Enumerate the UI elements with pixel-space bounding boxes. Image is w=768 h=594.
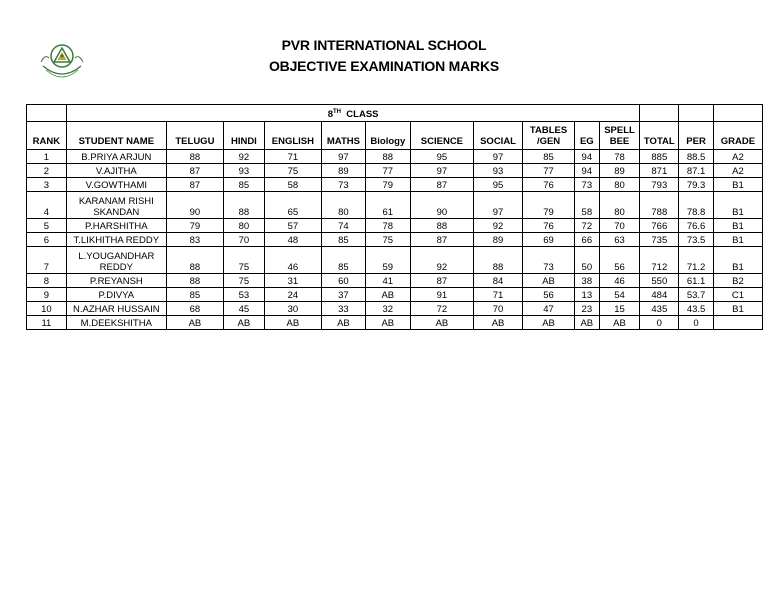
table-cell: 435: [640, 302, 679, 316]
table-cell: 0: [640, 316, 679, 330]
table-cell: 885: [640, 150, 679, 164]
table-cell: 80: [223, 219, 264, 233]
table-cell: 712: [640, 247, 679, 274]
table-cell: 97: [410, 164, 473, 178]
table-cell: 78: [365, 219, 410, 233]
table-cell: 85: [321, 247, 365, 274]
table-cell: B1: [713, 247, 762, 274]
column-header: HINDI: [223, 122, 264, 150]
table-cell: AB: [365, 316, 410, 330]
table-cell: 75: [365, 233, 410, 247]
table-cell: AB: [321, 316, 365, 330]
table-cell: 46: [599, 274, 640, 288]
table-cell: 13: [575, 288, 599, 302]
table-row: [27, 274, 763, 288]
student-name-cell: P.DIVYA: [66, 288, 166, 302]
table-cell: 30: [264, 302, 321, 316]
table-cell: AB: [523, 274, 575, 288]
table-cell: 788: [640, 192, 679, 219]
column-header: SPELL BEE: [599, 122, 640, 150]
table-cell: A2: [713, 150, 762, 164]
student-name-cell: N.AZHAR HUSSAIN: [66, 302, 166, 316]
table-cell: 76: [523, 178, 575, 192]
table-cell: 61: [365, 192, 410, 219]
table-cell: 735: [640, 233, 679, 247]
table-row: [27, 164, 763, 178]
table-cell: 58: [575, 192, 599, 219]
table-cell: 88: [410, 219, 473, 233]
marks-table: [26, 104, 763, 330]
column-header: PER: [679, 122, 714, 150]
table-cell: 50: [575, 247, 599, 274]
table-cell: 15: [599, 302, 640, 316]
column-header: RANK: [27, 122, 67, 150]
table-cell: 84: [474, 274, 523, 288]
class-label: 8TH CLASS: [66, 105, 640, 122]
table-cell: 61.1: [679, 274, 714, 288]
table-cell: 9: [27, 288, 67, 302]
table-cell: AB: [365, 288, 410, 302]
table-cell: 97: [474, 192, 523, 219]
table-cell: 94: [575, 164, 599, 178]
table-cell: 88: [474, 247, 523, 274]
table-cell: 77: [365, 164, 410, 178]
table-cell: 87.1: [679, 164, 714, 178]
table-cell: AB: [166, 316, 223, 330]
table-cell: 95: [474, 178, 523, 192]
table-cell: 48: [264, 233, 321, 247]
table-cell: 74: [321, 219, 365, 233]
table-cell: AB: [575, 316, 599, 330]
table-cell: 92: [410, 247, 473, 274]
table-cell: 65: [264, 192, 321, 219]
table-cell: 94: [575, 150, 599, 164]
table-cell: 53: [223, 288, 264, 302]
student-name-cell: T.LIKHITHA REDDY: [66, 233, 166, 247]
table-cell: 70: [474, 302, 523, 316]
table-cell: AB: [474, 316, 523, 330]
table-cell: 24: [264, 288, 321, 302]
table-cell: 57: [264, 219, 321, 233]
table-cell: 31: [264, 274, 321, 288]
table-cell: 69: [523, 233, 575, 247]
column-header: GRADE: [713, 122, 762, 150]
table-cell: 73: [321, 178, 365, 192]
table-row: [27, 302, 763, 316]
table-cell: 78: [599, 150, 640, 164]
table-cell: 75: [223, 247, 264, 274]
table-cell: 91: [410, 288, 473, 302]
table-cell: 766: [640, 219, 679, 233]
column-header: SOCIAL: [474, 122, 523, 150]
student-name-cell: M.DEEKSHITHA: [66, 316, 166, 330]
table-cell: 88: [166, 150, 223, 164]
table-cell: 88: [166, 247, 223, 274]
table-cell: 89: [321, 164, 365, 178]
student-name-cell: B.PRIYA ARJUN: [66, 150, 166, 164]
student-name-cell: KARANAM RISHI SKANDAN: [66, 192, 166, 219]
table-cell: 33: [321, 302, 365, 316]
table-cell: 68: [166, 302, 223, 316]
document-header: [0, 35, 768, 77]
table-row: [27, 150, 763, 164]
table-cell: 85: [321, 233, 365, 247]
table-cell: 80: [599, 178, 640, 192]
table-cell: 73: [575, 178, 599, 192]
table-cell: B1: [713, 302, 762, 316]
table-cell: 23: [575, 302, 599, 316]
column-header: ENGLISH: [264, 122, 321, 150]
table-cell: 87: [166, 164, 223, 178]
table-cell: 484: [640, 288, 679, 302]
table-cell: AB: [599, 316, 640, 330]
table-cell: 793: [640, 178, 679, 192]
table-cell: 37: [321, 288, 365, 302]
table-cell: 80: [599, 192, 640, 219]
column-header: STUDENT NAME: [66, 122, 166, 150]
table-cell: 6: [27, 233, 67, 247]
table-cell: 71.2: [679, 247, 714, 274]
table-cell: 93: [474, 164, 523, 178]
table-cell: 75: [264, 164, 321, 178]
table-cell: 871: [640, 164, 679, 178]
table-cell: 45: [223, 302, 264, 316]
table-cell: 7: [27, 247, 67, 274]
school-name: PVR INTERNATIONAL SCHOOL: [281, 37, 487, 53]
table-cell: 63: [599, 233, 640, 247]
table-cell: 73.5: [679, 233, 714, 247]
table-cell: 76.6: [679, 219, 714, 233]
table-cell: AB: [410, 316, 473, 330]
table-cell: 11: [27, 316, 67, 330]
table-row: [27, 178, 763, 192]
table-cell: B2: [713, 274, 762, 288]
table-cell: 70: [223, 233, 264, 247]
column-header: EG: [575, 122, 599, 150]
table-cell: 85: [223, 178, 264, 192]
table-cell: 550: [640, 274, 679, 288]
student-name-cell: V.GOWTHAMI: [66, 178, 166, 192]
table-cell: 92: [474, 219, 523, 233]
table-cell: 78.8: [679, 192, 714, 219]
table-row: [27, 233, 763, 247]
table-cell: 95: [410, 150, 473, 164]
table-cell: 90: [166, 192, 223, 219]
table-cell: 8: [27, 274, 67, 288]
student-name-cell: P.HARSHITHA: [66, 219, 166, 233]
table-cell: 3: [27, 178, 67, 192]
student-name-cell: P.REYANSH: [66, 274, 166, 288]
table-cell: 41: [365, 274, 410, 288]
table-cell: 87: [410, 178, 473, 192]
table-cell: 97: [321, 150, 365, 164]
table-cell: 4: [27, 192, 67, 219]
document-subtitle: OBJECTIVE EXAMINATION MARKS: [268, 58, 500, 74]
table-cell: 97: [474, 150, 523, 164]
column-header: SCIENCE: [410, 122, 473, 150]
table-cell: B1: [713, 178, 762, 192]
table-cell: 77: [523, 164, 575, 178]
table-cell: AB: [523, 316, 575, 330]
table-cell: [713, 316, 762, 330]
table-cell: 1: [27, 150, 67, 164]
table-cell: 92: [223, 150, 264, 164]
table-cell: 79: [523, 192, 575, 219]
table-cell: 88: [223, 192, 264, 219]
table-cell: 72: [575, 219, 599, 233]
table-cell: 88.5: [679, 150, 714, 164]
class-row: [27, 105, 763, 122]
table-cell: 85: [523, 150, 575, 164]
table-cell: 46: [264, 247, 321, 274]
table-cell: 66: [575, 233, 599, 247]
table-cell: 60: [321, 274, 365, 288]
column-header: MATHS: [321, 122, 365, 150]
table-cell: B1: [713, 192, 762, 219]
table-cell: 89: [474, 233, 523, 247]
table-cell: 90: [410, 192, 473, 219]
table-cell: 79: [365, 178, 410, 192]
table-cell: AB: [223, 316, 264, 330]
column-header: TOTAL: [640, 122, 679, 150]
table-cell: 71: [264, 150, 321, 164]
table-cell: A2: [713, 164, 762, 178]
table-cell: 32: [365, 302, 410, 316]
table-cell: 70: [599, 219, 640, 233]
table-cell: 0: [679, 316, 714, 330]
table-cell: B1: [713, 233, 762, 247]
table-cell: 87: [410, 274, 473, 288]
table-cell: 75: [223, 274, 264, 288]
table-cell: 5: [27, 219, 67, 233]
table-cell: 73: [523, 247, 575, 274]
table-row: [27, 288, 763, 302]
table-row: [27, 247, 763, 274]
table-cell: 88: [365, 150, 410, 164]
student-name-cell: L.YOUGANDHAR REDDY: [66, 247, 166, 274]
table-cell: 87: [166, 178, 223, 192]
table-cell: 83: [166, 233, 223, 247]
table-cell: 88: [166, 274, 223, 288]
student-name-cell: V.AJITHA: [66, 164, 166, 178]
table-cell: 89: [599, 164, 640, 178]
table-cell: 93: [223, 164, 264, 178]
table-cell: 56: [523, 288, 575, 302]
table-cell: 76: [523, 219, 575, 233]
table-cell: 87: [410, 233, 473, 247]
table-cell: 53.7: [679, 288, 714, 302]
table-row: [27, 316, 763, 330]
table-cell: 80: [321, 192, 365, 219]
marks-body: [27, 150, 763, 330]
table-row: [27, 192, 763, 219]
table-cell: 38: [575, 274, 599, 288]
table-cell: AB: [264, 316, 321, 330]
column-header: TABLES /GEN: [523, 122, 575, 150]
table-cell: 59: [365, 247, 410, 274]
table-cell: C1: [713, 288, 762, 302]
table-cell: 10: [27, 302, 67, 316]
table-cell: 56: [599, 247, 640, 274]
table-cell: 58: [264, 178, 321, 192]
column-header: Biology: [365, 122, 410, 150]
table-cell: 2: [27, 164, 67, 178]
table-cell: 85: [166, 288, 223, 302]
table-cell: 71: [474, 288, 523, 302]
table-cell: 79: [166, 219, 223, 233]
table-row: [27, 219, 763, 233]
table-cell: 72: [410, 302, 473, 316]
column-header: TELUGU: [166, 122, 223, 150]
table-cell: 47: [523, 302, 575, 316]
table-cell: 54: [599, 288, 640, 302]
column-header-row: [27, 122, 763, 150]
table-cell: B1: [713, 219, 762, 233]
table-cell: 43.5: [679, 302, 714, 316]
table-cell: 79.3: [679, 178, 714, 192]
